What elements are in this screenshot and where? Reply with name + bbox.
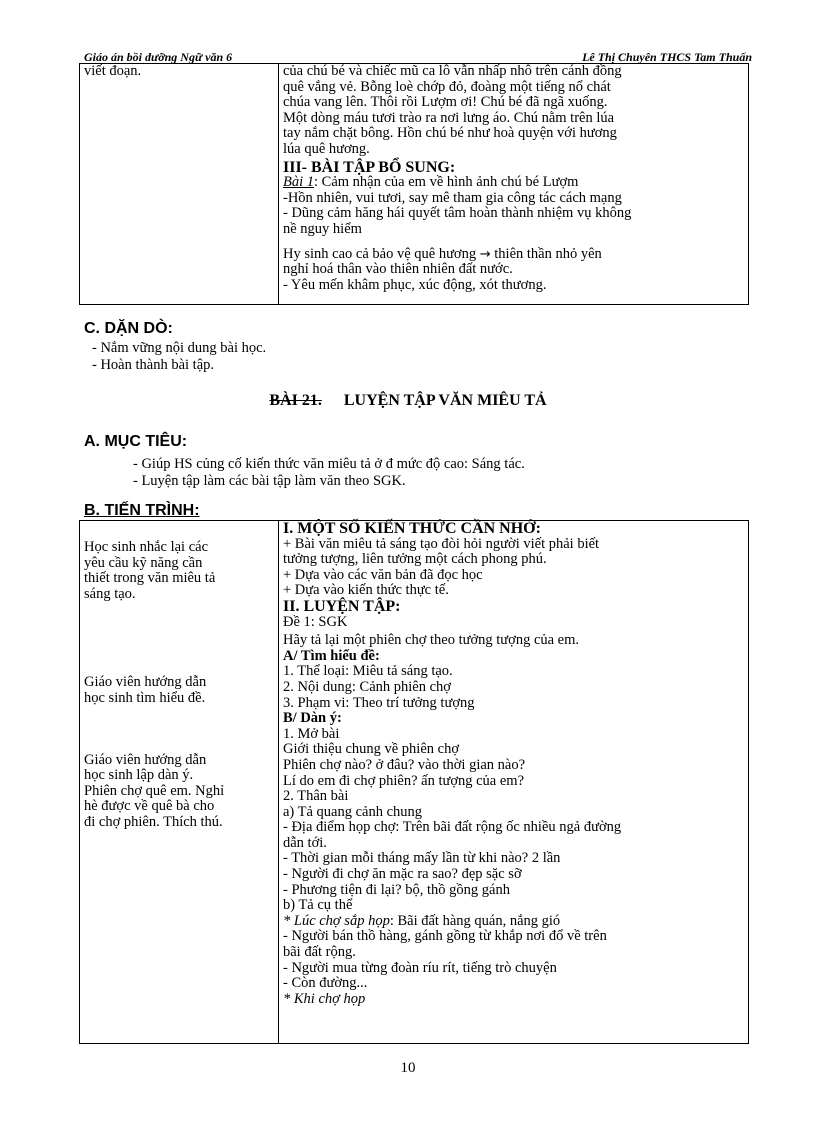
t2-left-block-2: Giáo viên hướng dẫn học sinh tìm hiểu đề. [84,674,207,706]
t2-a-title: A/ Tìm hiểu đề: [283,647,380,664]
t1-line: - Dũng cảm hăng hái quyết tâm hoàn thành nhiệm vụ không [283,205,632,222]
t2-left-block-1: Học sinh nhắc lại các yêu cầu kỹ năng cần thiết trong văn miêu tả sáng tạo. [84,539,216,602]
t2-luc-text: : Bãi đất hàng quán, nắng gió [389,912,561,929]
section-c-item: - Hoàn thành bài tập. [92,357,215,373]
t1-bai1-label: Bài 1 [283,174,315,191]
t1-para-line: chúa vang lên. Thôi rồi Lượm ơi! Chú bé đã ngã xuống. [283,94,608,111]
t1-hy-a: Hy sinh cao cả bảo vệ quê hương [283,245,477,262]
t1-hy-b: thiên thần nhỏ yên [494,245,602,262]
t1-para-line: tay nắm chặt bông. Hồn chú bé như hoà quyện với hương [283,125,617,142]
section-c-title: C. DẶN DÒ: [84,320,173,337]
t1-para-line: lúa quê hương. [283,140,370,157]
t2-luc-label: * Lúc chợ sắp họp [283,912,390,929]
t1-para-line: Một dòng máu tươi trào ra nơi lưng áo. Chú nằm trên lúa [283,109,615,126]
t2-de: Đề 1: SGK [283,613,348,630]
section-c-list [92,340,266,374]
t1-hy-c: nghỉ hoá thân vào thiên nhiên đất nước. [283,261,513,278]
t1-para-line: của chú bé và chiếc mũ ca lô vẫn nhấp nhô trên cánh đồng [283,63,622,79]
section-a-item: - Luyện tập làm các bài tập làm văn theo SGK. [133,473,406,489]
header-right: Lê Thị Chuyên THCS Tam Thuấn [582,50,752,64]
lesson-number: BÀI 21. [269,392,322,409]
t1-para-line: quê vắng vẻ. Bỗng loè chớp đỏ, đoàng một tiếng nổ chát [283,78,611,95]
section-c-item: - Nắm vững nội dung bài học. [92,340,267,356]
t1-line: nề nguy hiểm [283,220,362,237]
page-number: 10 [400,1060,416,1076]
t2-left-cell [80,521,279,1044]
t2-b-title: B/ Dàn ý: [283,710,342,727]
section-a-list [133,456,525,490]
section-a-item: - Giúp HS củng cố kiến thức văn miêu tả ở đ mức độ cao: Sáng tác. [133,456,525,472]
t2-khi: * Khi chợ họp [283,990,366,1007]
t2-heading-2: II. LUYỆN TẬP: [283,597,401,615]
arrow-right-icon: → [479,246,491,262]
section-a-title: A. MỤC TIÊU: [84,433,188,450]
t2-left-block-3: Giáo viên hướng dẫn học sinh lập dàn ý. Phiên chợ quê em. Nghỉ hè được về quê bà cho đi chợ phiên. Thích thú. [84,751,225,830]
t1-line: -Hồn nhiên, vui tươi, say mê tham gia công tác cách mạng [283,189,622,206]
t2-right-cell: I. MỘT SỐ KIẾN THỨC CẦN NHỚ: + Bài văn miêu tả sáng tạo đòi hỏi người viết phải biết tưởng tượng, liên tưởng một cách phong phú. + Dựa vào các văn bản đã đọc học + Dựa vào kiến thức thực tế. II. LUYỆN TẬP: Đề 1: SGK Hãy tả lại một phiên chợ theo tưởng tượng của em. A/ Tìm hiểu đề: 1. Thể loại: Miêu tả sáng tạo. 2. Nội dung: Cảnh phiên chợ 3. Phạm vi: Theo trí tưởng tượng B/ Dàn ý: 1. Mở bài Giới thiệu chung về phiên chợ Phiên chợ nào? ở đâu? vào thời gian nào? Lí do em đi chợ phiên? ấn tượng của em? 2. Thân bài a) Tả quang cảnh chung - Địa điểm họp chợ: Trên bãi đất rộng ốc nhiều ngả đường dẫn tới. - Thời gian mỗi tháng mấy lần từ khi nào? 2 lần - Người đi chợ ăn mặc ra sao? đẹp sặc sỡ - Phương tiện đi lại? bộ, thồ gồng gánh b) Tả cụ thể * Lúc chợ sắp họp: Bãi đất hàng quán, nắng gió - Người bán thồ hàng, gánh gồng từ khắp nơi đổ về trên bãi đất rộng. - Người mua từng đoàn ríu rít, tiếng trò chuyện - Còn đường... * Khi chợ họp [279,521,749,1044]
t1-left-cell [80,64,279,305]
lesson-table [79,520,749,1044]
t1-last: - Yêu mến khâm phục, xúc động, xót thương. [283,276,547,293]
t1-bai1-text: : Cảm nhận của em về hình ảnh chú bé Lượm [314,174,579,191]
section-b-title: B. TIẾN TRÌNH: [84,502,200,519]
header-left: Giáo án bồi dưỡng Ngữ văn 6 [84,50,233,64]
lesson-title [0,392,816,410]
t2-de-text: Hãy tả lại một phiên chợ theo tưởng tượng của em. [283,632,580,649]
t2-heading-1: I. MỘT SỐ KIẾN THỨC CẦN NHỚ: [283,520,541,537]
lesson-name: LUYỆN TẬP VĂN MIÊU TẢ [343,392,547,409]
t1-left-text: viết đoạn. [84,63,142,79]
t1-right-cell [279,64,749,305]
t1-section-heading: III- BÀI TẬP BỔ SUNG: [283,158,456,176]
continuation-table [79,63,749,305]
